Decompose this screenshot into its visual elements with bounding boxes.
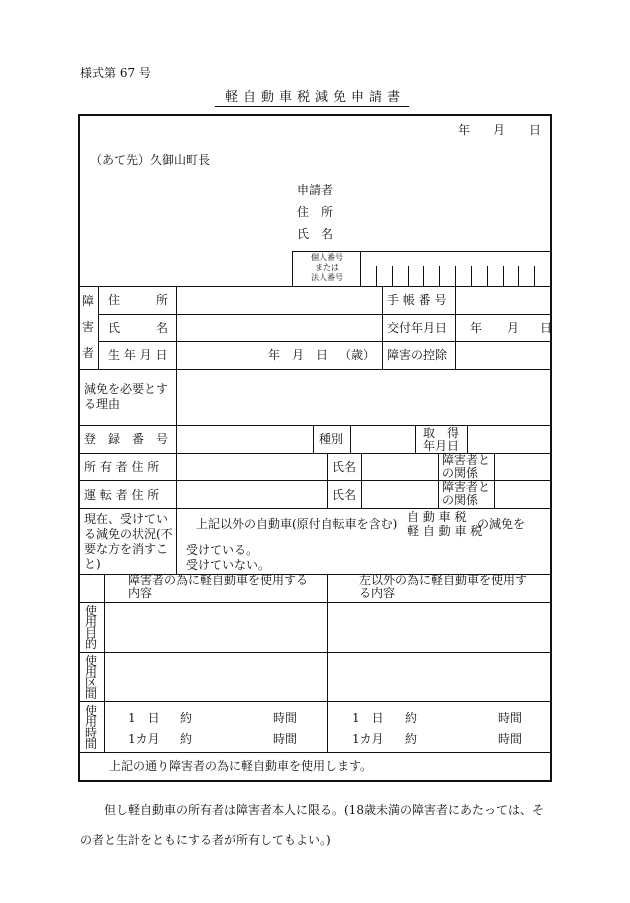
addressee: （あて先）久御山町長: [90, 153, 211, 167]
col-line: [313, 425, 314, 453]
footer-note: 但し軽自動車の所有者は障害者本人に限る。(18歳未満の障害者にあたっては、その者と生計をともにする者が所有してもよい。): [80, 803, 544, 847]
issue-date-year: 年: [470, 321, 483, 335]
driver-address-label: 運 転 者 住 所: [84, 488, 160, 502]
row-line: [78, 701, 552, 702]
usage-hours-4: 間: [84, 737, 97, 751]
usage-purpose-1: 使: [84, 604, 97, 618]
frame-bottom: [78, 780, 552, 782]
row-line: [98, 341, 550, 342]
id-digit-divider: [392, 266, 393, 286]
form-number: 様式第 67 号: [80, 66, 151, 80]
usage-section-1: 使: [84, 654, 97, 668]
date-month: 月: [493, 123, 506, 137]
usage-col-right: 左以外の為に軽自動車を使用する内容: [359, 573, 528, 600]
id-digit-divider: [423, 266, 424, 286]
left-per-day-approx: 約: [180, 711, 193, 725]
right-per-month-unit: 時間: [498, 732, 523, 746]
row-line: [78, 286, 552, 287]
col-line: [176, 286, 177, 574]
disabled-group-label-3: 者: [81, 346, 94, 360]
disabled-group-label-2: 害: [81, 320, 94, 334]
left-per-month-unit: 時間: [273, 732, 298, 746]
date-year: 年: [458, 123, 471, 137]
current-status-prefix: 上記以外の自動車(原付自転車を含む): [196, 517, 398, 531]
owner-address-label: 所 有 者 住 所: [84, 460, 160, 474]
issue-date-month: 月: [507, 321, 520, 335]
current-status-option-b: 軽 自 動 車 税: [407, 524, 483, 538]
col-line: [467, 425, 468, 453]
id-digit-divider: [439, 266, 440, 286]
applicant-address: 住 所: [297, 205, 334, 219]
col-line: [415, 425, 416, 453]
disabled-name-label: 氏 名: [108, 321, 169, 335]
col-line: [350, 425, 351, 453]
right-per-day-unit: 時間: [498, 711, 523, 725]
disabled-group-label-1: 障: [81, 294, 94, 308]
usage-section-4: 間: [84, 687, 97, 701]
id-digit-divider: [503, 266, 504, 286]
row-line: [78, 652, 552, 653]
id-digit-divider: [455, 266, 456, 286]
row-line: [78, 369, 552, 370]
right-per-day: 1 日: [352, 711, 384, 725]
disabled-address-label: 住 所: [108, 293, 169, 307]
id-box-left: [292, 251, 293, 286]
owner-relation-1: 障害者と: [442, 453, 491, 467]
owner-relation-2: の関係: [442, 466, 479, 480]
current-status-no: 受けていない。: [186, 558, 271, 572]
age-label: （歳）: [339, 348, 376, 362]
frame-top: [78, 114, 552, 116]
id-box-top: [292, 251, 550, 252]
left-per-month: 1カ月: [128, 732, 160, 746]
usage-purpose-3: 目: [84, 626, 97, 640]
col-line: [98, 286, 99, 369]
applicant-name: 氏 名: [297, 227, 334, 241]
usage-hours-3: 時: [84, 726, 97, 740]
id-digit-divider: [534, 266, 535, 286]
row-line: [78, 602, 552, 603]
row-line: [98, 314, 550, 315]
left-per-day-unit: 時間: [273, 711, 298, 725]
right-per-day-approx: 約: [405, 711, 418, 725]
usage-hours-2: 用: [84, 715, 97, 729]
col-line: [327, 574, 328, 752]
applicant-heading: 申請者: [297, 183, 334, 197]
driver-relation-2: の関係: [442, 493, 479, 507]
usage-section-3: 区: [84, 676, 97, 690]
col-line: [104, 574, 105, 752]
left-per-day: 1 日: [128, 711, 160, 725]
col-line: [382, 286, 383, 369]
id-digit-divider: [408, 266, 409, 286]
vehicle-type-label: 種別: [319, 432, 344, 446]
current-status-yes: 受けている。: [186, 543, 259, 557]
disabled-birthdate-label: 生 年 月 日: [108, 348, 168, 362]
birth-ymd: 年 月 日: [268, 348, 329, 362]
row-line: [78, 508, 552, 509]
handbook-number-label: 手 帳 番 号: [387, 293, 447, 307]
usage-purpose-4: 的: [84, 637, 97, 651]
frame-right: [550, 114, 552, 782]
current-status-label: 現在、受けている減免の状況(不要な方を消すこと): [84, 512, 173, 571]
id-box-divider: [360, 251, 361, 286]
id-digit-divider: [471, 266, 472, 286]
col-line: [455, 286, 456, 369]
row-line: [78, 425, 552, 426]
col-line: [494, 453, 495, 508]
id-digit-divider: [487, 266, 488, 286]
acquisition-label-2: 年月日: [423, 439, 460, 453]
usage-hours-1: 使: [84, 704, 97, 718]
usage-col-left: 障害者の為に軽自動車を使用する内容: [128, 573, 309, 600]
left-per-month-approx: 約: [180, 732, 193, 746]
id-label-2: または: [315, 263, 339, 272]
current-status-option-a: 自 動 車 税: [407, 510, 467, 524]
usage-section-2: 用: [84, 665, 97, 679]
col-line: [438, 453, 439, 508]
col-line: [361, 453, 362, 508]
row-line: [78, 752, 552, 753]
id-digit-divider: [376, 266, 377, 286]
id-label-3: 法人番号: [311, 273, 343, 282]
acquisition-label-1: 取 得: [423, 426, 460, 440]
right-per-month: 1カ月: [352, 732, 384, 746]
form-title: 軽自動車税減免申請書: [225, 90, 406, 105]
reason-label: 減免を必要とする理由: [84, 382, 169, 411]
col-line: [327, 453, 328, 508]
driver-relation-1: 障害者と: [442, 480, 491, 494]
registration-number-label: 登 録 番 号: [84, 432, 169, 446]
issue-date-label: 交付年月日: [387, 321, 448, 335]
disability-deduction-label: 障害の控除: [387, 348, 448, 362]
usage-purpose-2: 用: [84, 615, 97, 629]
title-underline: [215, 106, 409, 107]
current-status-suffix: の減免を: [477, 517, 526, 531]
owner-name-label: 氏名: [332, 460, 357, 474]
date-day: 日: [529, 123, 542, 137]
declaration: 上記の通り障害者の為に軽自動車を使用します。: [109, 759, 373, 773]
id-digit-divider: [518, 266, 519, 286]
frame-left: [78, 114, 80, 782]
id-label-1: 個人番号: [311, 253, 343, 262]
right-per-month-approx: 約: [405, 732, 418, 746]
driver-name-label: 氏名: [332, 488, 357, 502]
issue-date-day: 日: [540, 321, 553, 335]
